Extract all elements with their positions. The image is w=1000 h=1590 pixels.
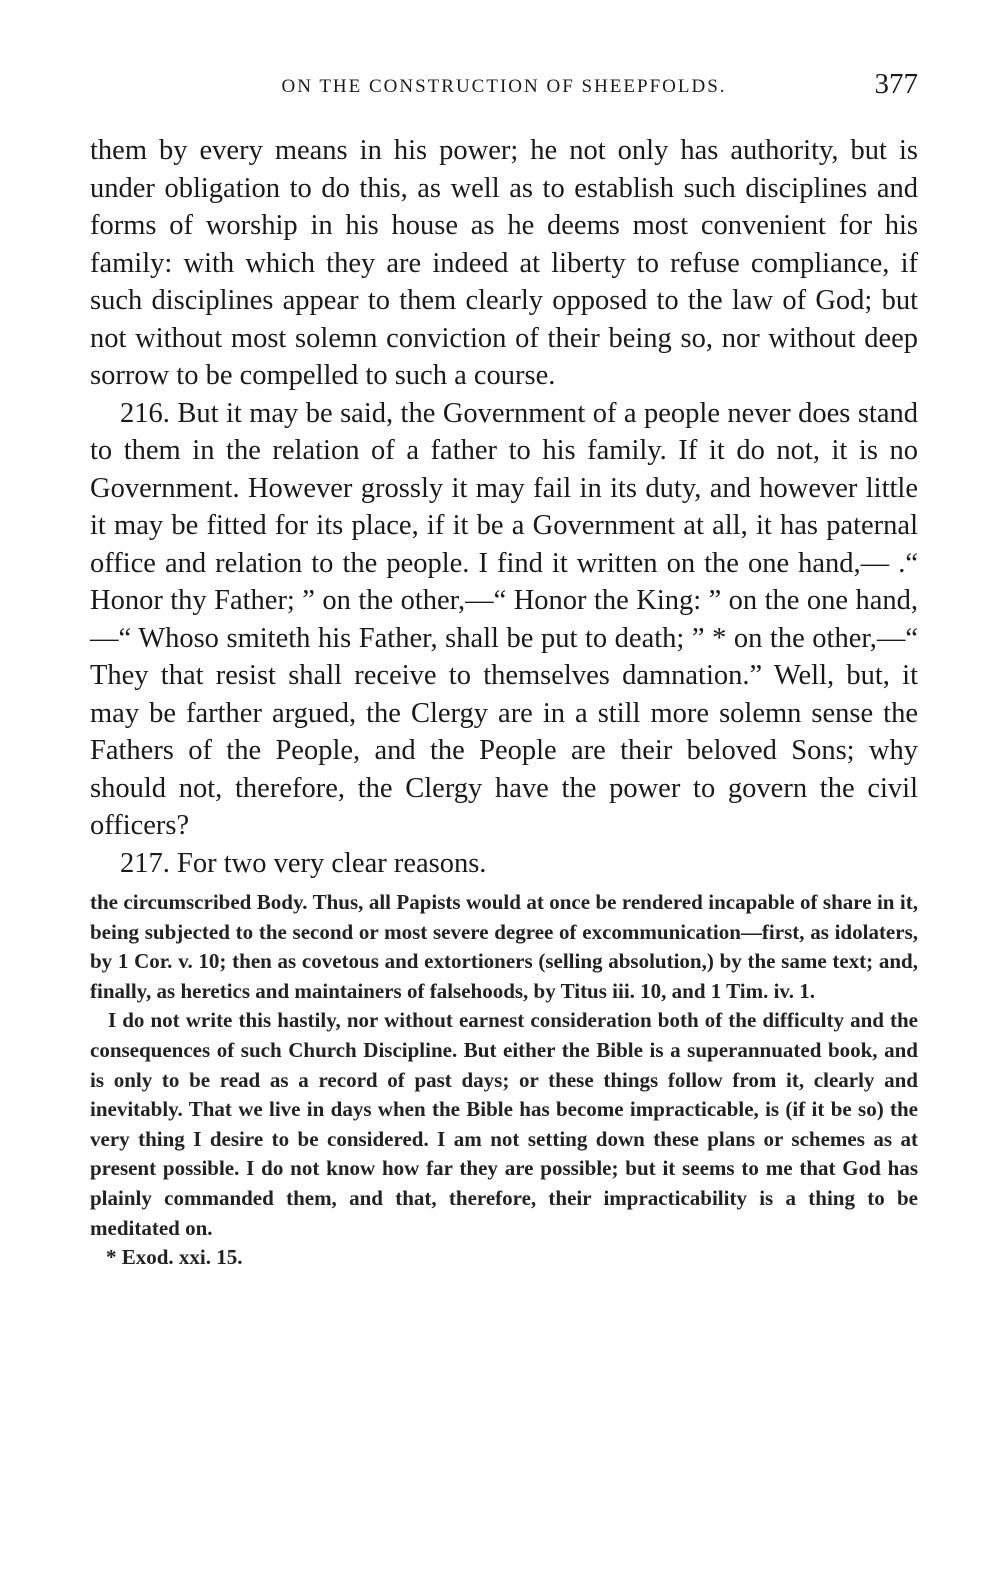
paragraph-217: 217. For two very clear reasons. xyxy=(120,847,487,879)
footnote-continuation: the circumscribed Body. Thus, all Papists would at once be rendered incapable of share in it, being subjected to the second or most severe degree of excommunication—first, as idolaters, by 1 Cor. v. 10; then as covetous and extortioners (selling absolution,) by the same text; and, finally, as heretics and maintainers of falsehoods, by Titus iii. 10, and 1 Tim. iv. 1. xyxy=(90,890,918,1003)
running-head xyxy=(90,62,918,112)
paragraph-216: 216. But it may be said, the Government of a people never does stand to them in the relation of a father to his family. If it do not, it is no Government. However grossly it may fail in its duty, and however little it may be fitted for its place, if it be a Government at all, it has paternal office and relation to the people. I find it written on the one hand,— .“ Honor thy Father; ” on the other,—“ Honor the King: ” on the one hand,—“ Whoso smiteth his Father, shall be put to death; ” * on the other,—“ They that resist shall receive to themselves damnation.” Well, but, it may be farther argued, the Clergy are in a still more solemn sense the Fathers of the People, and the People are their beloved Sons; why should not, therefore, the Clergy have the power to govern the civil officers? xyxy=(90,397,918,841)
running-title: ON THE CONSTRUCTION OF SHEEPFOLDS. xyxy=(281,76,727,97)
paragraph-continuation: them by every means in his power; he not only has authority, but is under obligation to do this, as well as to establish such disciplines and forms of worship in his house as he deems most convenient for his family: with which they are indeed at liberty to refuse compliance, if such disciplines appear to them clearly opposed to the law of God; but not without most solemn conviction of their being so, nor without deep sorrow to be compelled to such a course. xyxy=(90,135,918,391)
main-text xyxy=(90,132,918,882)
footnotes xyxy=(90,888,918,1273)
footnote-author-note: I do not write this hastily, nor without earnest consideration both of the difficulty and the consequences of such Church Discipline. But either the Bible is a superannuated book, and is only to be read as a record of past days; or these things follow from it, clearly and inevitably. That we live in days when the Bible has become impracticable, is (if it be so) the very thing I desire to be considered. I am not setting down these plans or schemes as at present possible. I do not know how far they are possible; but it seems to me that God has plainly commanded them, and that, therefore, their impracticability is a thing to be meditated on. xyxy=(90,1008,918,1240)
page-number: 377 xyxy=(874,68,918,100)
footnote-reference: * Exod. xxi. 15. xyxy=(106,1245,243,1270)
book-page xyxy=(90,62,918,1273)
